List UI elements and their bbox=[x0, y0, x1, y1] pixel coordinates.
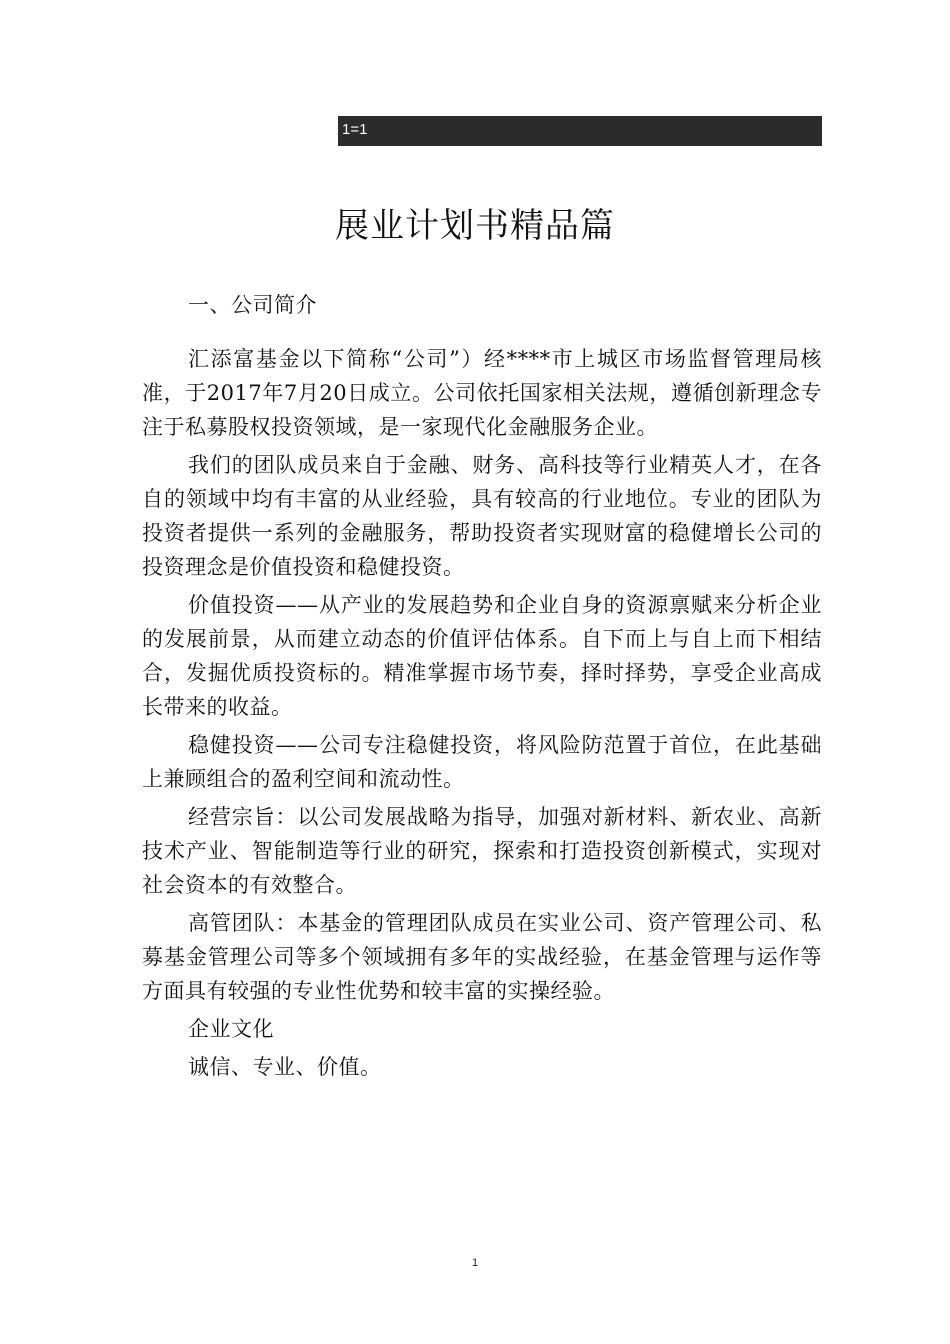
paragraph-corporate-culture-heading: 企业文化 bbox=[188, 1017, 274, 1041]
header-bar bbox=[338, 116, 822, 146]
header-bar-text: 1=1 bbox=[342, 121, 368, 138]
paragraph-team: 我们的团队成员来自于金融、财务、高科技等行业精英人才，在各自的领域中均有丰富的从业经验，具有较高的行业地位。专业的团队为投资者提供一系列的金融服务，帮助投资者实现财富的稳健增长公司的投资理念是价值投资和稳健投资。 bbox=[142, 453, 822, 579]
document-title: 展业计划书精品篇 bbox=[335, 206, 615, 246]
section-heading-company-intro: 一、公司简介 bbox=[188, 293, 317, 317]
paragraph-company-overview: 汇添富基金以下简称“公司”）经****市上城区市场监督管理局核准，于2017年7月20日成立。公司依托国家相关法规，遵循创新理念专注于私募股权投资领域，是一家现代化金融服务企业。 bbox=[142, 347, 822, 439]
document-body bbox=[142, 288, 822, 1084]
page-number: 1 bbox=[471, 1257, 479, 1269]
paragraph-steady-investing: 稳健投资——公司专注稳健投资，将风险防范置于首位，在此基础上兼顾组合的盈利空间和流动性。 bbox=[142, 733, 822, 791]
paragraph-value-investing: 价值投资——从产业的发展趋势和企业自身的资源禀赋来分析企业的发展前景，从而建立动态的价值评估体系。自下而上与自上而下相结合，发掘优质投资标的。精准掌握市场节奏，择时择势，享受企业高成长带来的收益。 bbox=[142, 593, 822, 719]
paragraph-management-team: 高管团队：本基金的管理团队成员在实业公司、资产管理公司、私募基金管理公司等多个领域拥有多年的实战经验，在基金管理与运作等方面具有较强的专业性优势和较丰富的实操经验。 bbox=[142, 911, 822, 1003]
paragraph-corporate-culture-values: 诚信、专业、价值。 bbox=[188, 1055, 382, 1079]
paragraph-business-purpose: 经营宗旨：以公司发展战略为指导，加强对新材料、新农业、高新技术产业、智能制造等行业的研究，探索和打造投资创新模式，实现对社会资本的有效整合。 bbox=[142, 805, 822, 897]
